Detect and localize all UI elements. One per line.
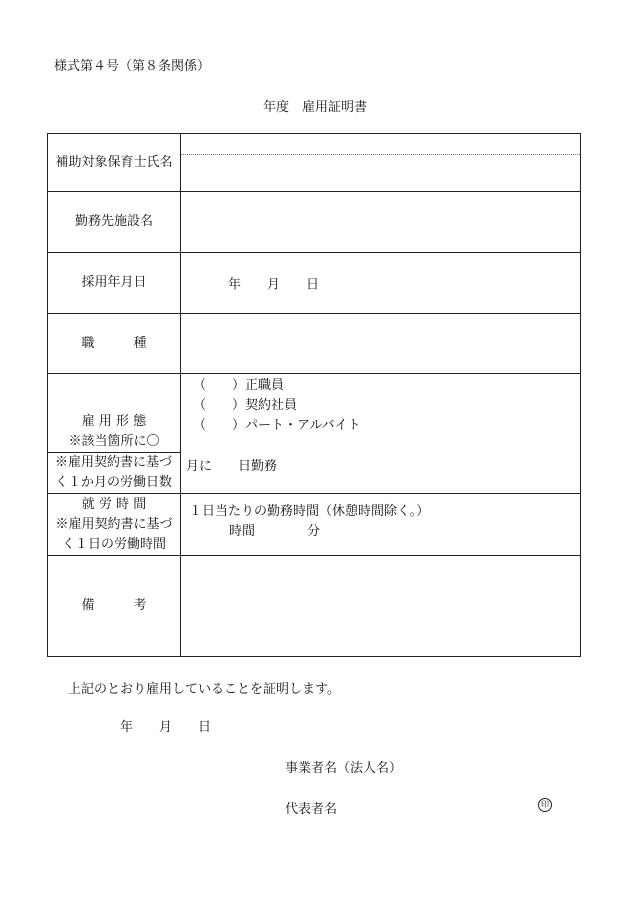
teacher-name-label: 補助対象保育士氏名 [48,134,181,192]
work-days-label-block [48,453,179,493]
work-hours-note-line1: ※雇用契約書に基づ [55,517,173,532]
work-days-label-line1: ※雇用契約書に基づ [54,455,172,470]
employer-name-label: 事業者名（法人名） [285,761,403,776]
row-work-hours [48,494,581,556]
work-hours-field[interactable] [181,494,581,556]
job-type-label: 職 種 [48,314,181,374]
work-hours-value-line1: １日当たりの勤務時間（休憩時間除く。） [189,504,430,519]
employment-value-cell [181,374,581,494]
row-teacher-name [48,134,581,192]
form-number: 様式第４号（第８条関係） [54,59,211,74]
work-hours-label-cell [48,494,181,556]
remarks-label: 備 考 [48,556,181,657]
certificate-table [47,133,581,657]
option-full-time[interactable]: （ ）正職員 [193,378,285,393]
workplace-label: 勤務先施設名 [48,192,181,253]
seal-icon: 印 [538,798,552,812]
row-workplace [48,192,581,253]
work-hours-label: 就 労 時 間 [81,497,147,512]
employment-type-note: ※該当箇所に〇 [68,434,160,449]
work-hours-note-line2: く１日の労働時間 [61,537,166,552]
certification-statement: 上記のとおり雇用していることを証明します。 [68,682,340,697]
representative-name-label: 代表者名 [285,802,338,817]
remarks-field[interactable] [181,556,581,657]
furigana-divider [181,154,580,155]
work-days-label-line2: く１か月の労働日数 [54,475,172,490]
hire-date-value: 年 月 日 [228,277,320,293]
hire-date-label: 採用年月日 [48,253,181,314]
option-contract[interactable]: （ ）契約社員 [193,398,298,413]
job-type-field[interactable] [181,314,581,374]
work-days-value[interactable]: 月に 日勤務 [186,459,278,474]
row-hire-date [48,253,581,314]
row-remarks [48,556,581,657]
employment-type-label: 雇 用 形 態 [81,414,147,429]
teacher-name-field[interactable] [181,134,581,192]
workplace-field[interactable] [181,192,581,253]
issue-date[interactable]: 年 月 日 [120,720,212,735]
work-hours-value-line2: 時間 分 [229,524,321,539]
document-title: 年度 雇用証明書 [262,100,367,115]
hire-date-field[interactable] [181,253,581,314]
option-part-time[interactable]: （ ）パート・アルバイト [193,418,361,433]
row-job-type [48,314,581,374]
